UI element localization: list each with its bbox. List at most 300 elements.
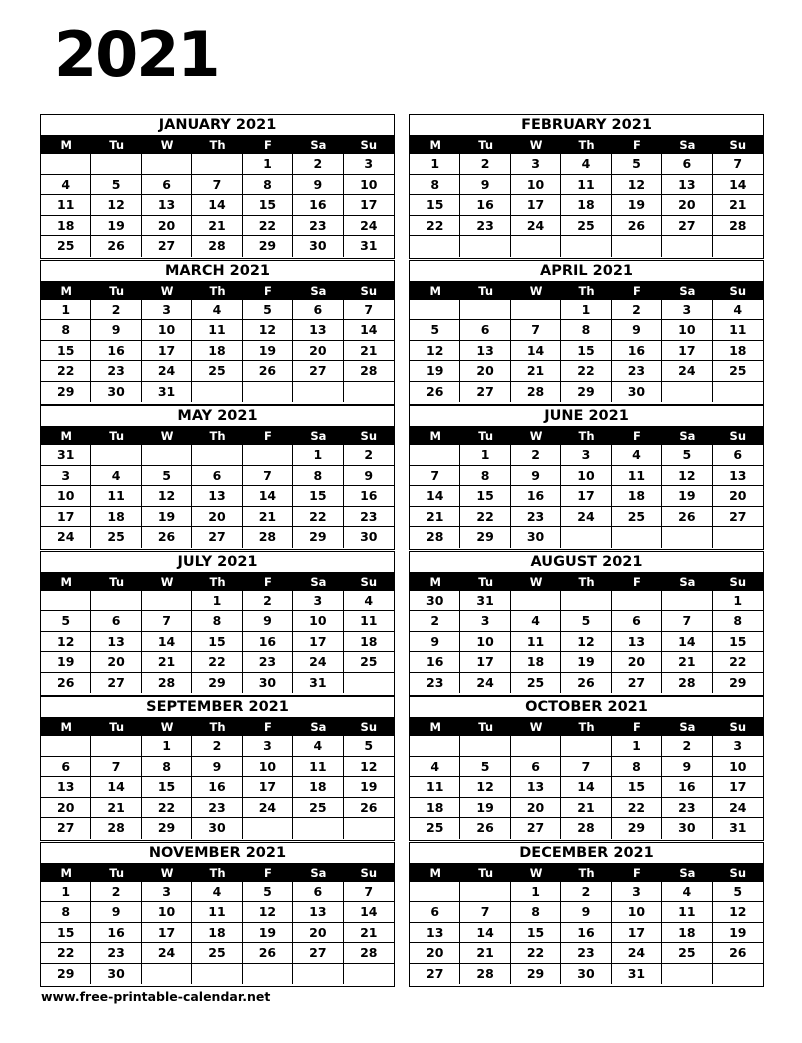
weekday-label: M	[429, 720, 441, 734]
weekday-header	[410, 136, 763, 154]
weekday-label: W	[160, 865, 174, 880]
day-cell: 23	[344, 507, 394, 528]
day-cell: 8	[41, 902, 91, 923]
weekday-label: M	[60, 283, 72, 298]
day-cell: 1	[41, 300, 91, 321]
day-cell: 4	[91, 466, 141, 487]
weekday-label: Sa	[679, 138, 696, 152]
day-cell: 10	[662, 320, 712, 341]
day-cell: 7	[662, 611, 712, 632]
day-cell	[713, 236, 763, 257]
day-cell: 11	[662, 902, 712, 923]
day-cell: 8	[192, 611, 242, 632]
day-cell: 22	[192, 652, 242, 673]
day-cell: 12	[243, 902, 293, 923]
day-cell: 17	[142, 923, 192, 944]
day-cell: 24	[344, 216, 394, 237]
day-cell: 5	[561, 611, 611, 632]
day-cell: 8	[561, 320, 611, 341]
day-cell: 28	[511, 382, 561, 403]
day-cell: 11	[561, 175, 611, 196]
day-cell: 21	[192, 216, 242, 237]
day-cell: 17	[561, 486, 611, 507]
day-cell: 9	[561, 902, 611, 923]
weekday-label: W	[160, 720, 174, 734]
day-cell: 13	[511, 777, 561, 798]
day-cell: 22	[410, 216, 460, 237]
weekday-label: M	[60, 138, 72, 152]
day-cell: 24	[243, 798, 293, 819]
day-cell: 13	[293, 902, 343, 923]
day-cell: 12	[410, 341, 460, 362]
day-cell: 10	[243, 757, 293, 778]
day-cell: 14	[511, 341, 561, 362]
weekday-label: F	[632, 429, 641, 443]
weekday-label: Su	[360, 720, 378, 734]
day-cell: 11	[41, 195, 91, 216]
weekday-label: Tu	[109, 865, 125, 880]
day-grid	[410, 591, 763, 694]
day-cell	[142, 591, 192, 612]
day-cell: 20	[142, 216, 192, 237]
day-cell	[460, 300, 510, 321]
day-cell	[410, 445, 460, 466]
weekday-label: Tu	[478, 720, 494, 734]
day-cell: 7	[511, 320, 561, 341]
day-cell: 28	[460, 964, 510, 985]
weekday-label: Th	[578, 283, 595, 298]
day-cell: 27	[460, 382, 510, 403]
day-cell: 10	[293, 611, 343, 632]
day-cell: 27	[192, 527, 242, 548]
day-cell: 6	[192, 466, 242, 487]
day-cell	[410, 736, 460, 757]
weekday-label: Sa	[310, 429, 327, 443]
day-cell: 1	[713, 591, 763, 612]
weekday-label: W	[160, 138, 174, 152]
day-cell: 3	[41, 466, 91, 487]
day-cell: 4	[410, 757, 460, 778]
day-cell: 15	[142, 777, 192, 798]
weekday-label: F	[632, 138, 641, 152]
day-cell: 17	[41, 507, 91, 528]
day-cell: 9	[511, 466, 561, 487]
month-block	[409, 260, 764, 405]
day-cell: 16	[662, 777, 712, 798]
weekday-label: Th	[209, 283, 226, 298]
day-cell: 13	[41, 777, 91, 798]
day-cell: 19	[410, 361, 460, 382]
day-cell: 31	[729, 820, 747, 836]
day-cell: 11	[511, 632, 561, 653]
month-block	[409, 114, 764, 259]
day-cell	[662, 236, 712, 257]
day-cell: 17	[243, 777, 293, 798]
weekday-label: M	[429, 283, 441, 298]
day-cell: 4	[293, 736, 343, 757]
month-block	[409, 551, 764, 696]
day-cell: 30	[662, 818, 712, 839]
day-cell: 19	[243, 341, 293, 362]
day-cell: 8	[511, 902, 561, 923]
day-cell	[713, 527, 763, 548]
weekday-label: Sa	[310, 138, 327, 152]
day-cell: 4	[41, 175, 91, 196]
day-cell: 29	[729, 674, 747, 690]
day-cell: 25	[561, 216, 611, 237]
day-cell: 12	[41, 632, 91, 653]
day-cell	[243, 964, 293, 985]
day-cell: 11	[612, 466, 662, 487]
day-cell: 26	[41, 673, 91, 694]
day-cell: 1	[460, 445, 510, 466]
day-cell: 3	[142, 882, 192, 903]
day-cell: 27	[142, 236, 192, 257]
day-cell: 8	[612, 757, 662, 778]
day-cell: 30	[410, 591, 460, 612]
day-cell: 2	[410, 611, 460, 632]
day-cell: 16	[612, 341, 662, 362]
weekday-label: F	[263, 720, 272, 734]
day-cell: 6	[293, 300, 343, 321]
day-cell: 24	[460, 673, 510, 694]
weekday-label: M	[60, 865, 72, 880]
month-title: NOVEMBER 2021	[41, 843, 394, 864]
day-cell: 17	[460, 652, 510, 673]
month-title: OCTOBER 2021	[410, 697, 763, 718]
day-cell: 10	[460, 632, 510, 653]
month-title: FEBRUARY 2021	[410, 115, 763, 136]
day-cell: 9	[612, 320, 662, 341]
day-cell: 25	[410, 818, 460, 839]
weekday-label: W	[529, 865, 543, 880]
day-cell: 23	[192, 798, 242, 819]
weekday-label: M	[429, 865, 441, 880]
day-cell: 31	[612, 964, 662, 985]
day-cell: 29	[612, 818, 662, 839]
month-block	[409, 842, 764, 987]
day-cell: 24	[293, 652, 343, 673]
day-cell: 20	[511, 798, 561, 819]
day-cell: 1	[41, 882, 91, 903]
day-cell: 30	[91, 382, 141, 403]
weekday-label: Tu	[478, 138, 494, 152]
day-cell: 16	[243, 632, 293, 653]
day-cell: 7	[561, 757, 611, 778]
weekday-label: M	[429, 429, 441, 443]
day-cell: 3	[293, 591, 343, 612]
day-cell: 19	[142, 507, 192, 528]
day-cell: 22	[142, 798, 192, 819]
day-cell: 23	[561, 943, 611, 964]
weekday-label: F	[263, 138, 272, 152]
day-grid	[410, 445, 763, 548]
day-cell: 16	[511, 486, 561, 507]
day-cell: 2	[612, 300, 662, 321]
weekday-label: Sa	[310, 283, 327, 298]
day-cell: 14	[243, 486, 293, 507]
weekday-label: W	[529, 429, 543, 443]
day-grid	[410, 300, 763, 403]
day-cell: 6	[713, 445, 763, 466]
day-cell: 24	[561, 507, 611, 528]
day-cell	[460, 882, 510, 903]
day-cell: 10	[713, 757, 763, 778]
day-cell: 16	[460, 195, 510, 216]
day-cell: 16	[91, 341, 141, 362]
day-cell: 4	[344, 591, 394, 612]
day-cell: 7	[344, 882, 394, 903]
day-cell: 24	[142, 361, 192, 382]
day-cell: 19	[460, 798, 510, 819]
weekday-label: Su	[360, 283, 378, 298]
day-cell: 16	[344, 486, 394, 507]
weekday-label: Tu	[478, 865, 494, 880]
day-cell: 17	[511, 195, 561, 216]
day-cell: 3	[662, 300, 712, 321]
day-cell	[192, 964, 242, 985]
weekday-label: Su	[729, 720, 747, 734]
day-cell: 12	[612, 175, 662, 196]
day-cell: 6	[662, 154, 712, 175]
day-cell: 24	[142, 943, 192, 964]
day-cell	[344, 964, 394, 985]
day-cell: 30	[91, 964, 141, 985]
day-cell: 7	[344, 300, 394, 321]
weekday-label: F	[263, 574, 272, 589]
day-cell	[511, 736, 561, 757]
weekday-label: Tu	[109, 574, 125, 589]
weekday-label: M	[60, 720, 72, 734]
day-cell: 17	[344, 195, 394, 216]
day-cell: 13	[192, 486, 242, 507]
day-cell: 23	[293, 216, 343, 237]
day-cell: 4	[192, 882, 242, 903]
day-cell: 2	[662, 736, 712, 757]
day-cell	[91, 154, 141, 175]
day-cell	[410, 300, 460, 321]
weekday-label: Su	[729, 138, 747, 152]
day-cell: 4	[713, 300, 763, 321]
day-grid	[41, 882, 394, 985]
day-cell: 3	[511, 154, 561, 175]
day-cell: 2	[511, 445, 561, 466]
day-cell: 5	[91, 175, 141, 196]
day-cell	[293, 382, 343, 403]
day-cell: 22	[460, 507, 510, 528]
day-cell: 3	[344, 154, 394, 175]
day-cell: 21	[91, 798, 141, 819]
weekday-label: W	[160, 283, 174, 298]
footer-url[interactable]: www.free-printable-calendar.net	[41, 989, 271, 1004]
month-title: MARCH 2021	[41, 261, 394, 282]
day-cell: 12	[142, 486, 192, 507]
day-cell: 6	[142, 175, 192, 196]
day-cell	[91, 736, 141, 757]
day-cell: 22	[41, 943, 91, 964]
weekday-label: W	[529, 720, 543, 734]
day-cell	[561, 527, 611, 548]
day-cell: 16	[91, 923, 141, 944]
day-cell: 17	[612, 923, 662, 944]
day-cell: 30	[561, 964, 611, 985]
day-cell: 9	[192, 757, 242, 778]
day-cell	[41, 154, 91, 175]
day-cell: 10	[511, 175, 561, 196]
day-cell: 28	[91, 818, 141, 839]
day-cell: 15	[511, 923, 561, 944]
day-cell	[511, 300, 561, 321]
day-cell: 2	[192, 736, 242, 757]
day-cell: 17	[293, 632, 343, 653]
day-grid	[410, 736, 763, 839]
day-cell: 8	[410, 175, 460, 196]
day-cell: 2	[460, 154, 510, 175]
day-cell: 30	[293, 236, 343, 257]
day-cell: 25	[192, 943, 242, 964]
day-cell: 31	[142, 382, 192, 403]
day-cell: 13	[91, 632, 141, 653]
month-title: APRIL 2021	[410, 261, 763, 282]
day-cell	[142, 445, 192, 466]
day-cell	[511, 236, 561, 257]
day-cell: 9	[243, 611, 293, 632]
weekday-label: Th	[578, 865, 595, 880]
day-cell: 17	[142, 341, 192, 362]
day-cell: 23	[410, 673, 460, 694]
day-cell: 14	[344, 902, 394, 923]
day-cell: 20	[460, 361, 510, 382]
weekday-header	[41, 282, 394, 300]
day-cell: 1	[243, 154, 293, 175]
weekday-header	[410, 427, 763, 445]
day-cell	[192, 382, 242, 403]
day-cell: 25	[91, 527, 141, 548]
weekday-header	[41, 718, 394, 736]
weekday-label: W	[160, 429, 174, 443]
day-cell: 19	[91, 216, 141, 237]
day-cell: 20	[41, 798, 91, 819]
month-title: DECEMBER 2021	[410, 843, 763, 864]
day-cell: 6	[612, 611, 662, 632]
day-cell: 8	[293, 466, 343, 487]
day-cell: 9	[460, 175, 510, 196]
weekday-label: Sa	[679, 429, 696, 443]
weekday-label: Su	[360, 865, 378, 880]
day-grid	[41, 736, 394, 839]
day-cell: 26	[243, 361, 293, 382]
month-block	[40, 114, 395, 259]
day-cell: 22	[713, 652, 763, 673]
day-cell: 15	[192, 632, 242, 653]
day-cell: 16	[192, 777, 242, 798]
weekday-label: Th	[209, 865, 226, 880]
weekday-label: Su	[729, 283, 747, 298]
day-cell: 30	[360, 529, 378, 545]
day-cell: 2	[293, 154, 343, 175]
day-cell: 26	[142, 527, 192, 548]
day-cell: 21	[410, 507, 460, 528]
month-block	[40, 842, 395, 987]
day-cell: 19	[561, 652, 611, 673]
day-grid	[41, 154, 394, 257]
day-cell: 18	[344, 632, 394, 653]
weekday-label: Tu	[109, 429, 125, 443]
day-cell: 7	[91, 757, 141, 778]
day-cell	[192, 445, 242, 466]
day-cell: 28	[561, 818, 611, 839]
day-cell	[460, 736, 510, 757]
day-cell: 27	[511, 818, 561, 839]
day-cell: 29	[293, 527, 343, 548]
day-cell: 5	[243, 300, 293, 321]
day-cell: 11	[344, 611, 394, 632]
day-cell: 2	[344, 445, 394, 466]
day-cell: 4	[662, 882, 712, 903]
weekday-label: W	[160, 574, 174, 589]
day-cell: 17	[713, 777, 763, 798]
day-cell: 12	[344, 757, 394, 778]
day-cell: 18	[192, 341, 242, 362]
day-cell: 10	[344, 175, 394, 196]
day-cell: 26	[713, 943, 763, 964]
day-cell: 11	[293, 757, 343, 778]
day-cell	[561, 591, 611, 612]
day-cell: 6	[460, 320, 510, 341]
day-cell	[243, 445, 293, 466]
weekday-label: Sa	[310, 865, 327, 880]
day-cell: 20	[293, 923, 343, 944]
weekday-label: F	[263, 865, 272, 880]
day-cell: 19	[662, 486, 712, 507]
day-cell: 19	[713, 923, 763, 944]
day-cell: 18	[41, 216, 91, 237]
weekday-label: F	[632, 865, 641, 880]
day-cell: 21	[243, 507, 293, 528]
day-cell: 21	[344, 923, 394, 944]
day-cell: 27	[91, 673, 141, 694]
day-cell: 1	[612, 736, 662, 757]
month-block	[40, 551, 395, 696]
day-cell: 17	[662, 341, 712, 362]
day-cell: 20	[612, 652, 662, 673]
day-cell: 24	[713, 798, 763, 819]
day-cell: 8	[460, 466, 510, 487]
day-cell	[41, 736, 91, 757]
day-cell: 14	[192, 195, 242, 216]
weekday-header	[41, 573, 394, 591]
day-cell: 14	[91, 777, 141, 798]
day-cell: 25	[344, 652, 394, 673]
day-cell: 28	[713, 216, 763, 237]
day-cell: 11	[713, 320, 763, 341]
day-cell: 1	[561, 300, 611, 321]
day-cell: 21	[142, 652, 192, 673]
day-cell: 1	[142, 736, 192, 757]
month-block	[40, 260, 395, 405]
day-cell	[410, 882, 460, 903]
day-cell: 25	[293, 798, 343, 819]
day-cell: 26	[344, 798, 394, 819]
weekday-label: Th	[209, 138, 226, 152]
day-cell: 31	[360, 238, 378, 254]
day-cell: 26	[662, 507, 712, 528]
day-cell: 12	[713, 902, 763, 923]
day-cell: 1	[511, 882, 561, 903]
weekday-label: Tu	[478, 574, 494, 589]
weekday-header	[410, 718, 763, 736]
day-cell: 19	[612, 195, 662, 216]
